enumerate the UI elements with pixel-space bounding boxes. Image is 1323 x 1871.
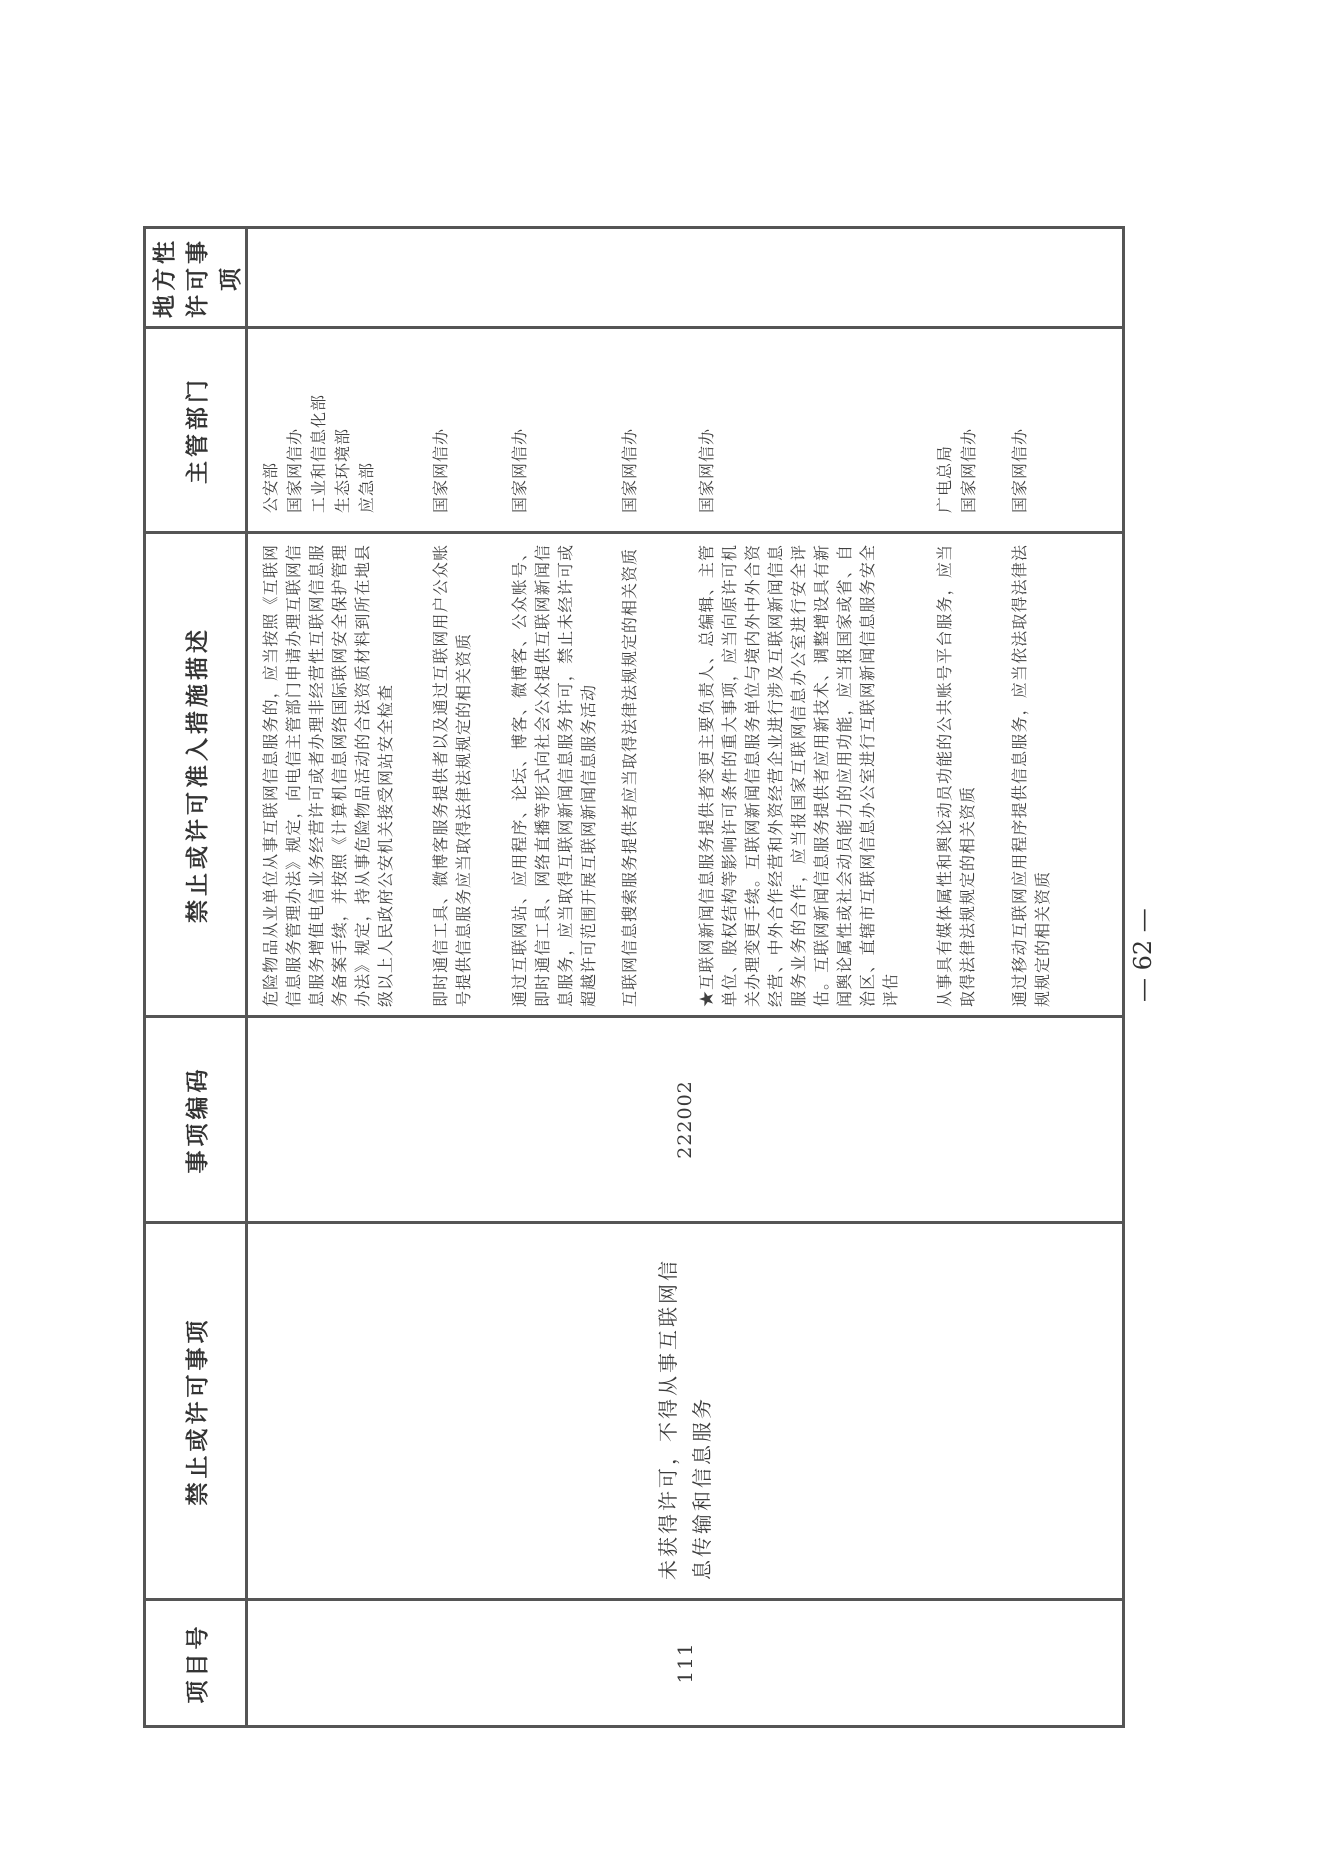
measure-text: 即时通信工具、微博客服务提供者以及通过互联网用户公众账号提供信息服务应当取得法律法规规定的相关资质 [431,544,473,1007]
header-row [145,228,247,1727]
item-cell: 未获得许可，不得从事互联网信息传输和信息服务 [247,1223,1124,1600]
measure-text: 危险物品从业单位从事互联网信息服务的，应当按照《互联网信息服务管理办法》规定，向电信主管部门申请办理互联网信息服务增值电信业务经营许可或者办理非经营性互联网信息服务备案手续，并按照《计算机信息网络国际联网安全保护管理办法》规定，持从事危险物品活动的合法资质材料到所在地县级以上人民政府公安机关接受网站安全检查 [261,544,395,1007]
department-text: 公安部 国家网信办 工业和信息化部 生态环境部 应急部 [261,393,376,513]
department-text: 国家网信办 [620,427,639,513]
table-row [247,228,1124,1727]
department-text: 国家网信办 [510,427,529,513]
header-department: 主管部门 [145,328,247,533]
department-text: 国家网信办 [431,427,450,513]
measure-text: 互联网信息搜索服务提供者应当取得法律法规规定的相关资质 [620,547,639,1007]
code-cell: 222002 [247,1017,1124,1223]
header-project-no: 项目号 [145,1600,247,1727]
department-text: 国家网信办 [697,427,716,513]
measure-text: 从事具有媒体属性和舆论动员功能的公共账号平台服务，应当取得法律法规规定的相关资质 [935,544,977,1007]
header-measures: 禁止或许可准入措施描述 [145,533,247,1017]
page-number: — 62 — [1129,908,1157,1002]
measure-text: 通过互联网站、应用程序、论坛、博客、微博客、公众账号、即时通信工具、网络直播等形式向社会公众提供互联网新闻信息服务，应当取得互联网新闻信息服务许可，禁止未经许可或超越许可范围开展互联网新闻信息服务活动 [510,544,598,1007]
header-item: 禁止或许可事项 [145,1223,247,1600]
measures-cell [247,533,1124,1017]
measure-text: ★互联网新闻信息服务提供者变更主要负责人、总编辑、主管单位、股权结构等影响许可条件的重大事项，应当向原许可机关办理变更手续。互联网新闻信息服务单位与境内外中外合资经营、中外合作经营和外资经营企业进行涉及互联网新闻信息服务业务的合作，应当报国家互联网信息办公室进行安全评估。互联网新闻信息服务提供者应用新技术、调整增设具有新闻舆论属性或社会动员能力的应用功能，应当报国家或省、自治区、直辖市互联网信息办公室进行互联网新闻信息服务安全评估 [697,544,900,1007]
project-no-cell: 111 [247,1600,1124,1727]
permit-table [143,226,1125,1728]
department-text: 广电总局 国家网信办 [935,427,978,513]
local-permit-cell [247,228,1124,328]
header-code: 事项编码 [145,1017,247,1223]
department-text: 国家网信办 [1010,427,1029,513]
header-local: 地方性许可事项 [145,228,247,328]
department-cell [247,328,1124,533]
rotated-table-container [143,229,1125,1728]
measure-text: 通过移动互联网应用程序提供信息服务，应当依法取得法律法规规定的相关资质 [1010,544,1052,1007]
